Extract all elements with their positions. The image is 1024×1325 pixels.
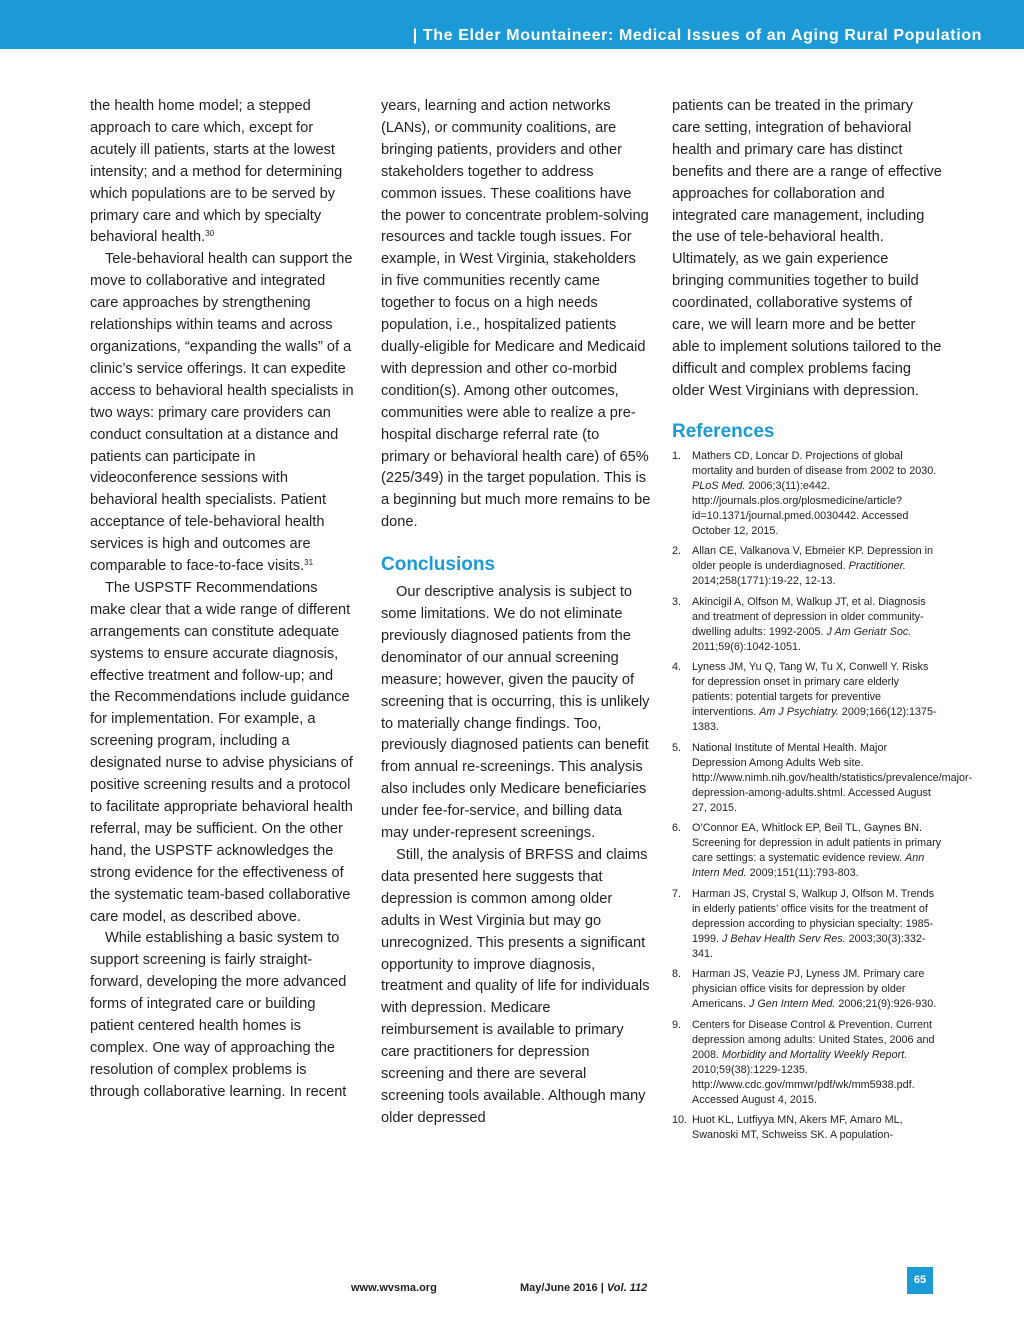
reference-item — [672, 821, 944, 881]
reference-text: Huot KL, Lutfiyya MN, Akers MF, Amaro ML, Swanoski MT, Schweiss SK. A population- — [692, 1114, 903, 1142]
reference-item — [672, 967, 944, 1012]
page-number: 65 — [907, 1267, 933, 1294]
references-heading: References — [672, 420, 775, 442]
reference-number: 4. — [672, 661, 682, 674]
reference-number: 9. — [672, 1018, 682, 1031]
reference-item — [672, 544, 944, 589]
reference-item — [672, 660, 944, 735]
journal-section-title: | The Elder Mountaineer: Medical Issues of an Aging Rural Population — [412, 27, 982, 44]
reference-number: 2. — [672, 545, 682, 558]
paragraph: patients can be treated in the primary care setting, integration of behavioral health and primary care has distinct benefits and there are a range of effective approaches for collaboration and integrated care management, including the use of tele-behavioral health. Ultimately, as we gain experience bringing communities together to build coordinated, collaborative systems of care, we will learn more and be better able to implement solutions tailored to the difficult and complex problems facing older West Virginians with depression. — [672, 98, 942, 399]
reference-item — [672, 887, 944, 962]
paragraph: While establishing a basic system to support screening is fairly straight-forward, developing the more advanced forms of integrated care or building patient centered health homes is complex. One way of approaching the resolution of complex problems is through collaborative learning. In recent — [90, 930, 347, 1100]
reference-number: 1. — [672, 449, 682, 462]
reference-text: Lyness JM, Yu Q, Tang W, Tu X, Conwell Y. Risks for depression onset in primary care elderly patients: potential targets for preventive interventions. Am J Psychiatry. 2009;166(12):1375-1383. — [692, 661, 937, 734]
reference-text: O’Connor EA, Whitlock EP, Beil TL, Gaynes BN. Screening for depression in adult patients in primary care settings: a systematic evidence review. Ann Intern Med. 2009;151(11):793-803. — [692, 822, 942, 880]
column-1 — [90, 96, 356, 1104]
reference-text: Centers for Disease Control & Prevention. Current depression among adults: United States, 2006 and 2008. Morbidity and Mortality Weekly Report. 2010;59(38):1229-1235. http://www.cdc.gov/mmwr/pdf/wk/mm5938.pdf. Accessed August 4, 2015. — [692, 1018, 935, 1106]
reference-text: Harman JS, Veazie PJ, Lyness JM. Primary care physician office visits for depression by older Americans. J Gen Intern Med. 2006;21(9):926-930. — [692, 968, 937, 1011]
reference-item — [672, 595, 944, 655]
paragraph — [90, 96, 356, 249]
paragraph: Still, the analysis of BRFSS and claims data presented here suggests that depression is common among older adults in West Virginia but may go unrecognized. This presents a significant opportunity to improve diagnosis, treatment and quality of life for individuals with depression. Medicare reimbursement is available to primary care practitioners for depression screening and there are several screening tools available. Although many older depressed — [381, 847, 650, 1126]
paragraph-text: the health home model; a stepped approach to care which, except for acutely ill patients, starts at the lowest intensity; and a method for determining which populations are to be served by primary care and which by specialty behavioral health. — [90, 98, 343, 246]
reference-text: Harman JS, Crystal S, Walkup J, Olfson M. Trends in elderly patients’ office visits for the treatment of depression according to physician specialty: 1985-1999. J Behav Health Serv Res. 2003;30(3):332-341. — [692, 887, 934, 960]
paragraph: Our descriptive analysis is subject to some limitations. We do not eliminate previously diagnosed patients from the denominator of our annual screening measure; however, given the paucity of screening that is occurring, this is unlikely to materially change findings. Too, previously diagnosed patients can benefit from annual re-screenings. This analysis also includes only Medicare beneficiaries under fee-for-service, and billing data may under-represent screenings. — [381, 584, 650, 842]
citation-superscript: 30 — [205, 229, 215, 239]
reference-item — [672, 1113, 944, 1143]
column-2 — [381, 96, 651, 1130]
paragraph: years, learning and action networks (LANs), or community coalitions, are bringing patients, providers and other stakeholders together to address common issues. These coalitions have the power to concentrate problem-solving resources and tackle tough issues. For example, in West Virginia, stakeholders in five communities recently came together to focus on a high needs population, i.e., hospitalized patients dually-eligible for Medicare and Medicaid with depression and other co-morbid condition(s). Among other outcomes, communities were able to realize a pre-hospital discharge referral rate (to primary or behavioral health care) of 65% (225/349) in the target population. This is a beginning but much more remains to be done. — [381, 98, 651, 531]
reference-number: 7. — [672, 887, 682, 900]
reference-item — [672, 1018, 944, 1108]
reference-number: 5. — [672, 741, 682, 754]
reference-number: 6. — [672, 822, 682, 835]
paragraph-text: Tele-behavioral health can support the move to collaborative and integrated care approaches by strengthening relationships within teams and across organizations, “expanding the walls” of a clinic’s service offerings. It can expedite access to behavioral health specialists in two ways: primary care providers can conduct consultation at a distance and patients can participate in videoconference sessions with behavioral health specialists. Patient acceptance of tele-behavioral health services is high and outcomes are comparable to face-to-face visits. — [90, 251, 354, 575]
header-bar — [0, 0, 1024, 49]
conclusions-heading: Conclusions — [381, 554, 496, 576]
citation-superscript: 31 — [304, 558, 314, 568]
reference-text: Mathers CD, Loncar D. Projections of global mortality and burden of disease from 2002 to 2030. PLoS Med. 2006;3(11):e442. http://journals.plos.org/plosmedicine/article?id=10.1371/journal.pmed.0030442. Accessed October 12, 2015. — [692, 449, 937, 537]
reference-text: Allan CE, Valkanova V, Ebmeier KP. Depression in older people is underdiagnosed. Practitioner. 2014;258(1771):19-22, 12-13. — [692, 545, 934, 588]
paragraph — [90, 249, 356, 578]
reference-text: Akincigil A, Olfson M, Walkup JT, et al. Diagnosis and treatment of depression in older community-dwelling adults: 1992-2005. J Am Geriatr Soc. 2011;59(6):1042-1051. — [692, 595, 926, 653]
paragraph: The USPSTF Recommendations make clear that a wide range of different arrangements can constitute adequate systems to ensure accurate diagnosis, effective treatment and follow-up; and the Recommendations include guidance for implementation. For example, a screening program, including a designated nurse to advise physicians of positive screening results and a protocol to facilitate appropriate behavioral health referral, may be sufficient. On the other hand, the USPSTF acknowledges the strong evidence for the effectiveness of the systematic team-based collaborative care model, as described above. — [90, 579, 353, 925]
reference-item — [672, 449, 944, 539]
reference-number: 3. — [672, 595, 682, 608]
footer-website: www.wvsma.org — [351, 1282, 437, 1294]
reference-number: 10. — [672, 1114, 688, 1127]
reference-item — [672, 741, 973, 816]
column-3 — [672, 96, 973, 1149]
reference-list — [672, 449, 973, 1144]
reference-text: National Institute of Mental Health. Major Depression Among Adults Web site. http://www.nimh.nih.gov/health/statistics/prevalence/major-depression-among-adults.shtml. Accessed August 27, 2015. — [692, 741, 973, 814]
footer-volume: Vol. 112 — [606, 1282, 648, 1294]
footer-issue: May/June 2016 | Vol. 112 — [520, 1282, 648, 1294]
reference-number: 8. — [672, 968, 682, 981]
